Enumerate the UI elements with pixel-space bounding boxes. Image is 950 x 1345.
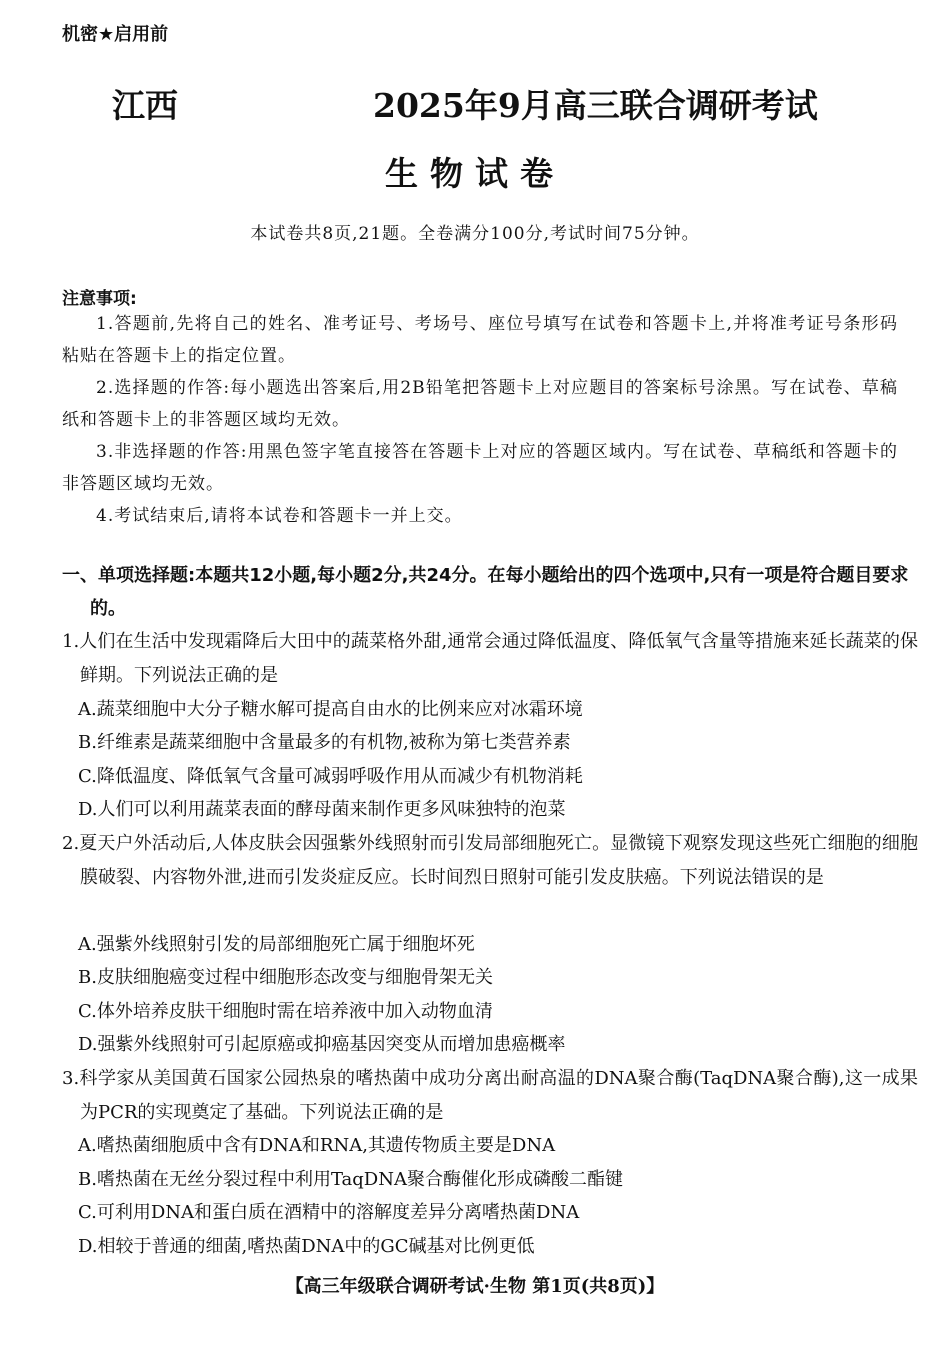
question-option: A.蔬菜细胞中大分子糖水解可提高自由水的比例来应对冰霜环境 xyxy=(78,699,583,720)
question-option: D.强紫外线照射可引起原癌或抑癌基因突变从而增加患癌概率 xyxy=(78,1034,566,1055)
question-option: D.相较于普通的细菌,嗜热菌DNA中的GC碱基对比例更低 xyxy=(78,1236,535,1257)
section-heading: 一、单项选择题:本题共12小题,每小题2分,共24分。在每小题给出的四个选项中,只有一项是符合题目要求的。 xyxy=(62,565,909,619)
question-option: C.降低温度、降低氧气含量可减弱呼吸作用从而减少有机物消耗 xyxy=(78,766,583,787)
notice-item: 1.答题前,先将自己的姓名、准考证号、考场号、座位号填写在试卷和答题卡上,并将准考证号条形码粘贴在答题卡上的指定位置。 xyxy=(62,314,898,366)
exam-title: 2025年9月高三联合调研考试 xyxy=(373,86,818,125)
question-option: A.嗜热菌细胞质中含有DNA和RNA,其遗传物质主要是DNA xyxy=(78,1135,556,1156)
notice-heading: 注意事项: xyxy=(62,289,137,309)
question-option: A.强紫外线照射引发的局部细胞死亡属于细胞坏死 xyxy=(78,934,475,955)
notice-item: 2.选择题的作答:每小题选出答案后,用2B铅笔把答题卡上对应题目的答案标号涂黑。写在试卷、草稿纸和答题卡上的非答题区域均无效。 xyxy=(62,378,898,430)
notice-item: 3.非选择题的作答:用黑色签字笔直接答在答题卡上对应的答题区域内。写在试卷、草稿纸和答题卡的非答题区域均无效。 xyxy=(62,442,898,494)
exam-info: 本试卷共8页,21题。全卷满分100分,考试时间75分钟。 xyxy=(250,224,700,244)
subject-title: 生物试卷 xyxy=(385,154,565,193)
question-stem: 2.夏天户外活动后,人体皮肤会因强紫外线照射而引发局部细胞死亡。显微镜下观察发现这些死亡细胞的细胞膜破裂、内容物外泄,进而引发炎症反应。长时间烈日照射可能引发皮肤癌。下列说法错误的是 xyxy=(62,833,918,888)
question-stem: 3.科学家从美国黄石国家公园热泉的嗜热菌中成功分离出耐高温的DNA聚合酶(TaqDNA聚合酶),这一成果为PCR的实现奠定了基础。下列说法正确的是 xyxy=(62,1068,918,1123)
question-option: B.纤维素是蔬菜细胞中含量最多的有机物,被称为第七类营养素 xyxy=(78,732,571,753)
question-option: D.人们可以利用蔬菜表面的酵母菌来制作更多风味独特的泡菜 xyxy=(78,799,566,820)
page-footer: 【高三年级联合调研考试·生物 第1页(共8页)】 xyxy=(285,1276,665,1297)
exam-region: 江西 xyxy=(112,86,178,125)
question-option: B.嗜热菌在无丝分裂过程中利用TaqDNA聚合酶催化形成磷酸二酯键 xyxy=(78,1169,623,1190)
question-option: C.体外培养皮肤干细胞时需在培养液中加入动物血清 xyxy=(78,1001,493,1022)
question-stem: 1.人们在生活中发现霜降后大田中的蔬菜格外甜,通常会通过降低温度、降低氧气含量等措施来延长蔬菜的保鲜期。下列说法正确的是 xyxy=(62,631,918,686)
confidential-mark: 机密★启用前 xyxy=(62,24,169,45)
question-option: C.可利用DNA和蛋白质在酒精中的溶解度差异分离嗜热菌DNA xyxy=(78,1202,580,1223)
question-option: B.皮肤细胞癌变过程中细胞形态改变与细胞骨架无关 xyxy=(78,967,493,988)
notice-item: 4.考试结束后,请将本试卷和答题卡一并上交。 xyxy=(96,506,463,526)
